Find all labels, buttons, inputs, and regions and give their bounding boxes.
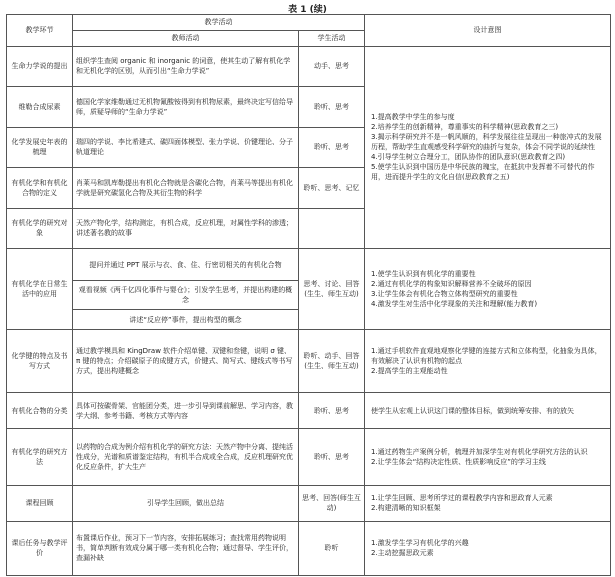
intent-cell: 1.通过药物生产案例分析，梳理并加深学生对有机化学研究方法的认识 2.让学生体会“结构决定性质、性质影响反应”的学习主线 [365,429,611,485]
stage-cell: 有机化合物的分类 [7,393,73,429]
intent-line: 5.使学生认识到中国历是中华民族的瑰宝，在抵抗中发挥着不可替代的作用，进而提升学生的文化自信(思政教育之五) [371,163,595,182]
stage-cell: 课后任务与教学评价 [7,521,73,575]
lesson-plan-table [6,14,611,576]
student-cell: 聆听、思考 [299,393,365,429]
header-stage: 教学环节 [7,15,73,47]
student-cell: 聆听、动手、回答(生生、师生互动) [299,330,365,393]
intent-line: 1.提高教学中学生的参与度 [371,113,455,122]
intent-line: 1.使学生认识到有机化学的重要性 [371,270,476,279]
table-row [7,429,611,485]
teacher-cell: 通过教学模具和 KingDraw 软件介绍单键、双键和叁键，说明 σ 键、π 键的特点；介绍碳原子的成键方式，价键式、简写式、键线式等书写方式，提出构建概念 [73,330,299,393]
header-activity: 教学活动 [73,15,365,31]
table-row [7,46,611,87]
stage-cell: 维勒合成尿素 [7,87,73,128]
stage-cell: 课程回顾 [7,485,73,521]
teacher-cell: 引导学生回顾，做出总结 [73,485,299,521]
intent-line: 4.激发学生对生活中化学现象的关注和理解(能力教育) [371,300,538,309]
intent-cell: 1.激发学生学习有机化学的兴趣 2.主动挖掘思政元素 [365,521,611,575]
student-cell: 聆听、思考 [299,127,365,168]
student-cell: 聆听 [299,521,365,575]
teacher-cell: 具体可按碳骨架、官能团分类，进一步引导到课前解思、学习内容，教学大纲、参考书籍、考核方式等内容 [73,393,299,429]
header-teacher: 教师活动 [73,30,299,46]
intent-line: 4.引导学生树立合理分工，团队协作的团队意识(思政教育之四) [371,153,566,162]
student-cell: 思考、讨论、回答(生生、师生互动) [299,249,365,330]
stage-cell: 生命力学说的提出 [7,46,73,87]
teacher-cell: 德国化学家维勒通过无机物氰酸铵得到有机物尿素，最终决定写信给导师，质疑导师的“生命力学说” [73,87,299,128]
header-intent: 设计意图 [365,15,611,47]
stage-cell: 有机化学和有机化合物的定义 [7,168,73,209]
stage-cell: 有机化学的研究方法 [7,429,73,485]
teacher-cell: 讲述“反应停”事件，提出构型的概念 [73,310,299,330]
student-cell: 动手、思考 [299,46,365,87]
stage-cell: 化学发展史年表的梳理 [7,127,73,168]
stage-cell: 有机化学在日常生活中的应用 [7,249,73,330]
stage-cell: 有机化学的研究对象 [7,208,73,249]
table-row [7,393,611,429]
header-student: 学生活动 [299,30,365,46]
student-cell: 聆听、思考 [299,429,365,485]
table-row [7,521,611,575]
intent-cell: 使学生从宏观上认识这门课的整体目标，做到统筹安排、有的放矢 [365,393,611,429]
teacher-cell: 以药物的合成为例介绍有机化学的研究方法：天然产物中分离、提纯活性成分，光谱和质谱鉴定结构，有机半合成或全合成，反应机理研究优化反应条件，扩大生产 [73,429,299,485]
teacher-cell: 布置课后作业，预习下一节内容，安排拓展练习；查找常用药物说明书，简单判断有效成分属于哪一类有机化合物；通过督导、学生评价，查漏补缺 [73,521,299,575]
intent-line: 3.揭示科学研究并不是一帆风顺的，科学发展往往呈现出一种旅冲式的发展历程，帮助学生直观感受科学研究的曲折与复杂，体会不同学说的延续性 [371,133,602,152]
student-cell: 思考、回答(师生互动) [299,485,365,521]
table-row [7,485,611,521]
table-row [7,249,611,281]
teacher-cell: 提问并通过 PPT 展示与衣、食、住、行密切相关的有机化合物 [73,249,299,281]
teacher-cell: 肖莱马和凯库勒提出有机化合物就是含碳化合物，肖莱马等提出有机化学就是研究碳氢化合物及其衍生物的科学 [73,168,299,209]
student-cell: 聆听、思考 [299,87,365,128]
table-row [7,330,611,393]
intent-line: 2.培养学生的创新精神，尊重事实的科学精神(思政教育之三) [371,123,559,132]
student-cell: 聆听、思考、记忆 [299,168,365,209]
intent-cell: 1.通过手机软件直观地观察化学键的连接方式和立体构型，化抽象为具体，有效解决了认识有机物的起点 2.提高学生的主观能动性 [365,330,611,393]
teacher-cell: 瑞四的学说、李比希建式、碳四面体模型、张力学说、价键理论、分子轨道理论 [73,127,299,168]
student-cell [299,208,365,249]
stage-cell: 化学键的特点及书写方式 [7,330,73,393]
intent-cell [365,46,611,249]
teacher-cell: 天然产物化学，结构测定，有机合成，反应机理，对属性学科的渗透；讲述著名教的故事 [73,208,299,249]
teacher-cell: 组织学生查阅 organic 和 inorganic 的词意，使其生动了解有机化学和无机化学的区别，从而引出“生命力学说” [73,46,299,87]
table-caption: 表 1 (续) [288,5,327,15]
intent-cell: 1.让学生回顾、思考所学过的课程教学内容和思政育人元素 2.构建清晰的知识框架 [365,485,611,521]
intent-cell [365,249,611,330]
intent-line: 3.让学生体会有机化合物立体构型研究的重要性 [371,290,518,299]
intent-line: 2.通过有机化学的构象知识解释营养不全破坏的原因 [371,280,532,289]
teacher-cell: 观看视频《两千亿四化事件与婴仓》；引发学生思考，并提出构建的概念 [73,280,299,309]
